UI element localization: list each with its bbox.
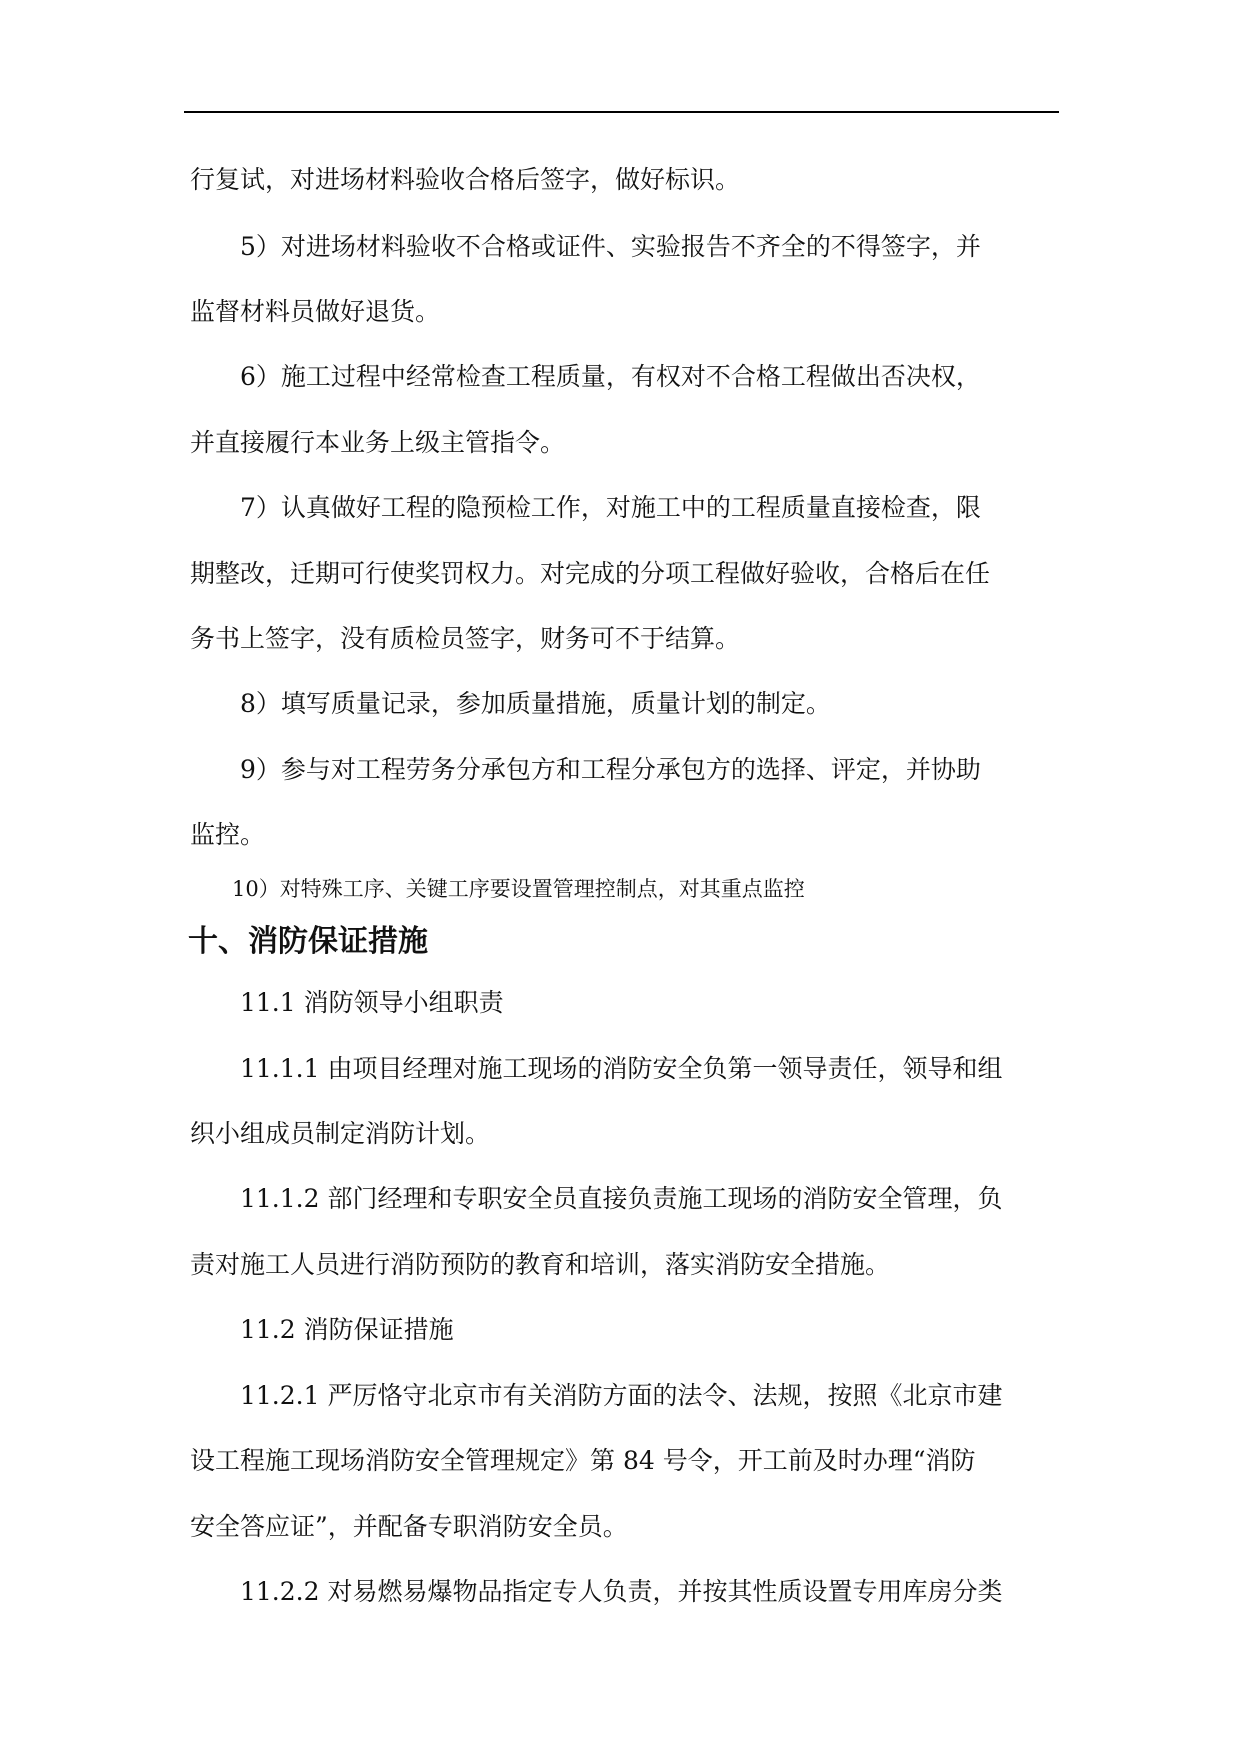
clause-11-2-1: 11.2.1 严厉恪守北京市有关消防方面的法令、法规，按照《北京市建 (240, 1381, 1003, 1410)
subsection-title: 11.1 消防领导小组职责 (240, 988, 504, 1017)
paragraph-line: 期整改，迁期可行使奖罚权力。对完成的分项工程做好验收，合格后在任 (190, 559, 991, 588)
list-item-9: 9）参与对工程劳务分承包方和工程分承包方的选择、评定，并协助 (240, 755, 981, 784)
list-item-8: 8）填写质量记录，参加质量措施，质量计划的制定。 (240, 689, 831, 718)
clause-11-2-2: 11.2.2 对易燃易爆物品指定专人负责，并按其性质设置专用库房分类 (240, 1577, 1003, 1606)
section-heading: 十、消防保证措施 (188, 924, 428, 959)
clause-11-1-1: 11.1.1 由项目经理对施工现场的消防安全负第一领导责任，领导和组 (240, 1054, 1003, 1083)
list-item-7: 7）认真做好工程的隐预检工作，对施工中的工程质量直接检查，限 (240, 493, 981, 522)
paragraph-line: 设工程施工现场消防安全管理规定》第 84 号令，开工前及时办理“消防 (190, 1446, 976, 1475)
paragraph-line: 监控。 (190, 820, 266, 849)
paragraph-line: 行复试，对进场材料验收合格后签字，做好标识。 (190, 165, 741, 194)
list-item-5: 5）对进场材料验收不合格或证件、实验报告不齐全的不得签字，并 (240, 232, 981, 261)
paragraph-line: 责对施工人员进行消防预防的教育和培训，落实消防安全措施。 (190, 1250, 891, 1279)
subsection-title: 11.2 消防保证措施 (240, 1315, 454, 1344)
paragraph-line: 务书上签字，没有质检员签字，财务可不于结算。 (190, 624, 741, 653)
list-item-6: 6）施工过程中经常检查工程质量，有权对不合格工程做出否决权， (240, 362, 981, 391)
paragraph-line: 并直接履行本业务上级主管指令。 (190, 428, 566, 457)
paragraph-line: 织小组成员制定消防计划。 (190, 1119, 491, 1148)
header-rule (184, 111, 1059, 113)
clause-11-1-2: 11.1.2 部门经理和专职安全员直接负责施工现场的消防安全管理，负 (240, 1184, 1003, 1213)
paragraph-line: 监督材料员做好退货。 (190, 297, 441, 326)
list-item-10: 10）对特殊工序、关键工序要设置管理控制点，对其重点监控 (232, 877, 805, 901)
paragraph-line: 安全答应证”，并配备专职消防安全员。 (190, 1512, 628, 1541)
